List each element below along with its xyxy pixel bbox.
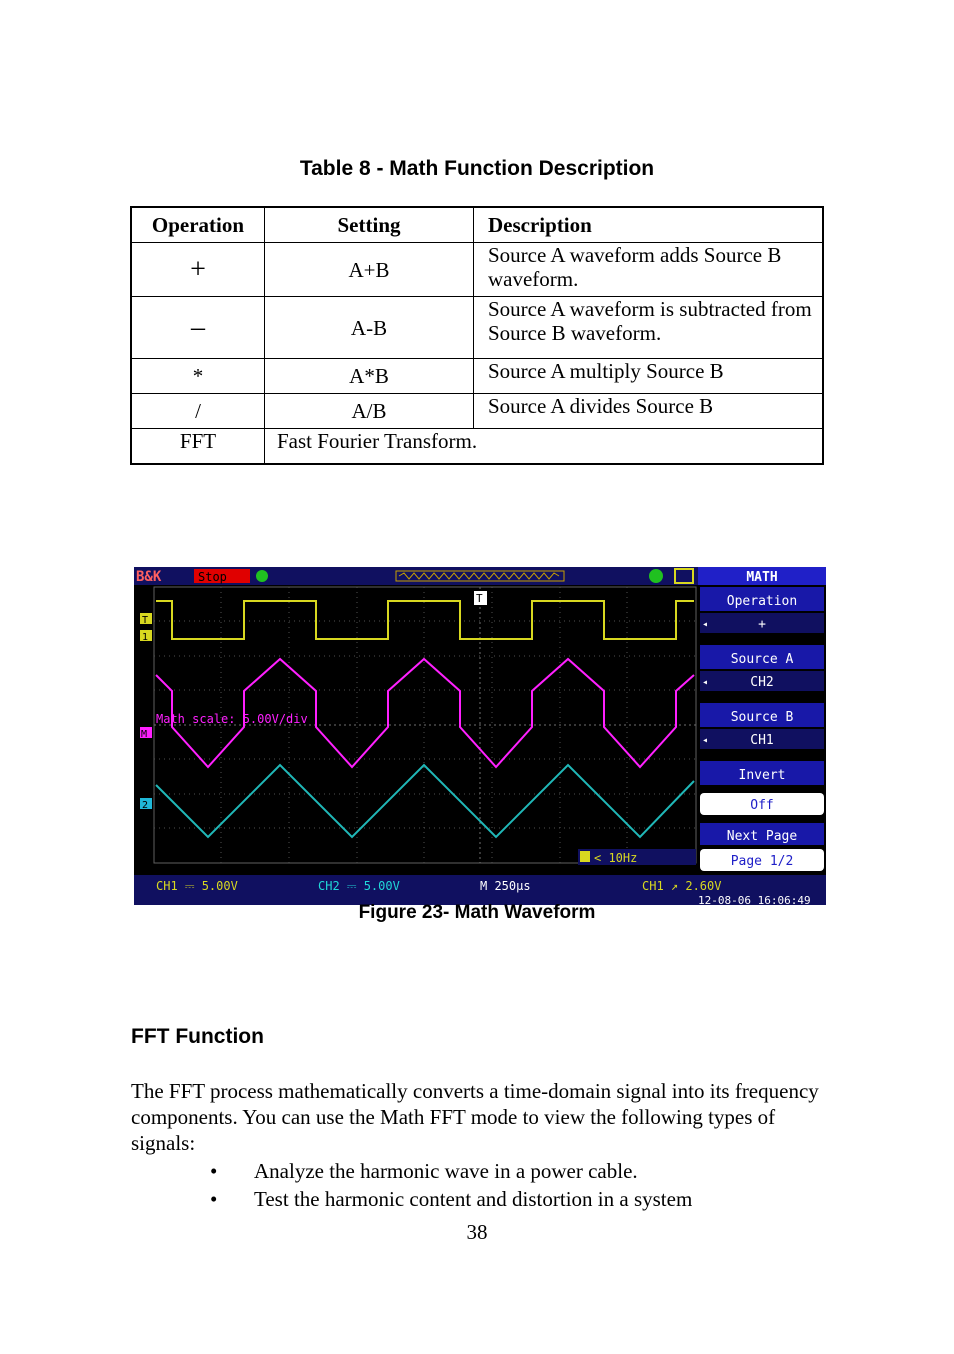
table-row xyxy=(131,394,823,429)
header-setting: Setting xyxy=(265,207,474,243)
figure-caption: Figure 23- Math Waveform xyxy=(358,902,596,923)
table-header-row xyxy=(131,207,823,243)
trigger-level-marker-label: T xyxy=(142,615,149,626)
header-operation: Operation xyxy=(131,207,265,243)
menu-item-label: Invert xyxy=(738,768,786,783)
cell-operation: * xyxy=(131,359,265,394)
math-function-table xyxy=(130,206,824,465)
cell-description: Source A waveform adds Source B waveform. xyxy=(474,243,824,297)
list-item-text: Test the harmonic content and distortion in a system xyxy=(254,1187,693,1211)
section-title: FFT Function xyxy=(131,1025,264,1048)
menu-item-label: Source A xyxy=(730,652,794,667)
trigger-info-label: CH1 ↗ 2.60V xyxy=(642,879,722,893)
bullet-icon: • xyxy=(210,1159,218,1183)
menu-title: MATH xyxy=(746,570,778,585)
run-state-label: Stop xyxy=(198,570,227,584)
menu-item-value: Page 1/2 xyxy=(730,854,794,869)
menu-item-value: Off xyxy=(750,798,774,813)
brand-label: B&K xyxy=(136,569,162,585)
cell-operation: / xyxy=(131,394,265,429)
cell-description: Source A multiply Source B xyxy=(474,359,824,394)
ch2-marker-label: 2 xyxy=(142,800,149,811)
math-marker-label: M xyxy=(141,729,148,740)
usb-icon xyxy=(256,570,268,582)
freq-counter-icon xyxy=(580,851,590,862)
table-row xyxy=(131,359,823,394)
arrow-left-icon: ◂ xyxy=(702,735,709,746)
menu-item-value: CH2 xyxy=(750,675,774,690)
freq-readout: < 10Hz xyxy=(594,851,638,865)
cell-setting: A/B xyxy=(265,394,474,429)
cell-operation: – xyxy=(131,297,265,359)
menu-item-source-a[interactable] xyxy=(700,645,824,691)
trigger-position-marker-label: T xyxy=(476,592,483,605)
arrow-left-icon: ◂ xyxy=(702,677,709,688)
ch1-scale-label: CH1 ⎓ 5.00V xyxy=(156,879,238,893)
arrow-left-icon: ◂ xyxy=(702,619,709,630)
trigger-status-icon xyxy=(649,569,663,583)
menu-item-operation[interactable] xyxy=(700,587,824,633)
menu-item-source-b[interactable] xyxy=(700,703,824,749)
table-row-fft xyxy=(131,429,823,464)
ch2-scale-label: CH2 ⎓ 5.00V xyxy=(318,879,400,893)
cell-description: Source A divides Source B xyxy=(474,394,824,429)
menu-item-label: Operation xyxy=(726,594,798,609)
cell-setting: A-B xyxy=(265,297,474,359)
cell-description: Source A waveform is subtracted from Source B waveform. xyxy=(474,297,824,359)
menu-item-value: CH1 xyxy=(750,733,774,748)
body-paragraph: The FFT process mathematically converts a time-domain signal into its frequency components. You can use the Math FFT mode to view the following types of signals: xyxy=(131,1079,819,1155)
list-item xyxy=(210,1158,638,1184)
table-row xyxy=(131,243,823,297)
menu-item-label: Next Page xyxy=(726,829,798,844)
datetime-label: 12-08-06 16:06:49 xyxy=(698,894,811,905)
cell-operation: + xyxy=(131,243,265,297)
bullet-icon: • xyxy=(210,1187,218,1211)
menu-item-label: Source B xyxy=(730,710,794,725)
cell-description: Fast Fourier Transform. xyxy=(265,429,824,464)
timebase-label: M 250μs xyxy=(480,879,531,893)
list-item xyxy=(210,1186,692,1212)
list-item-text: Analyze the harmonic wave in a power cable. xyxy=(254,1159,638,1183)
menu-item-value: + xyxy=(758,617,766,632)
math-scale-label: Math scale: 5.00V/div xyxy=(156,712,308,726)
cell-operation: FFT xyxy=(131,429,265,464)
cell-setting: A*B xyxy=(265,359,474,394)
ch1-marker-label: 1 xyxy=(142,632,149,643)
page-number: 38 xyxy=(466,1220,488,1244)
oscilloscope-screenshot xyxy=(134,567,826,905)
cell-setting: A+B xyxy=(265,243,474,297)
table-title: Table 8 - Math Function Description xyxy=(299,157,655,180)
header-description: Description xyxy=(474,207,824,243)
table-row xyxy=(131,297,823,359)
